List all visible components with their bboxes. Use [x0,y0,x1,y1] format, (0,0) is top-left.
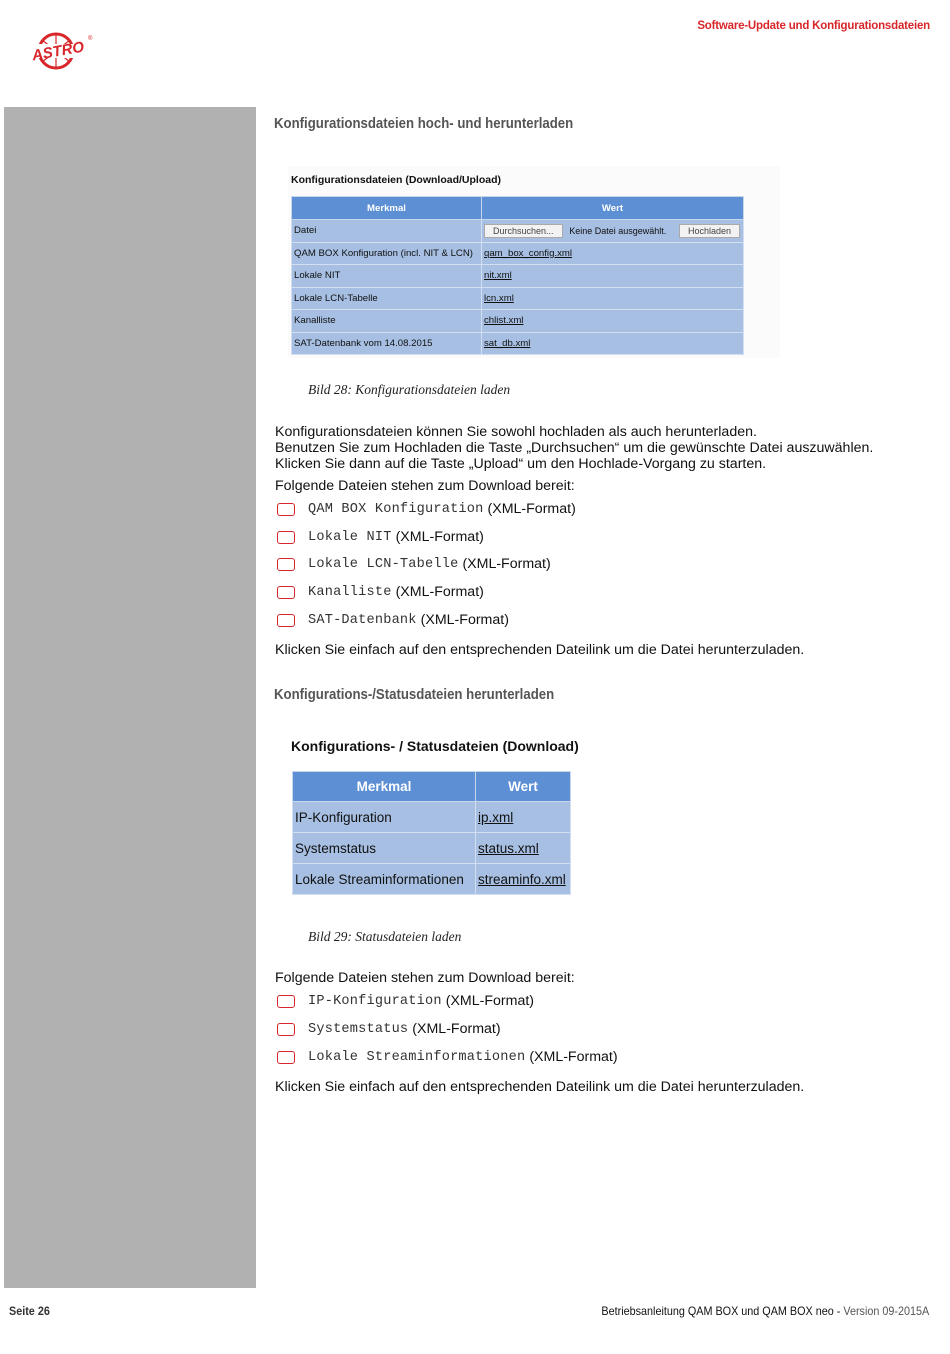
file-link[interactable]: streaminfo.xml [478,871,566,887]
table-row [292,310,744,333]
figure-caption: Bild 29: Statusdateien laden [308,929,462,944]
paragraph-line: Konfigurationsdateien können Sie sowohl hochladen als auch herunterladen. [275,424,757,440]
status-files-table [292,771,571,895]
paragraph-line: Benutzen Sie zum Hochladen die Taste „Durchsuchen“ um die gewünschte Datei auszuwählen. [275,440,874,456]
file-link[interactable]: ip.xml [478,809,514,825]
sidebar-bar [4,107,256,1288]
checkbox-bullet-icon [277,1023,295,1036]
list-item: QAM BOX Konfiguration (XML-Format) [277,499,576,519]
screenshot-title: Konfigurationsdateien (Download/Upload) [291,174,501,186]
table-row [292,220,744,243]
checkbox-bullet-icon [277,558,295,571]
table-row [293,802,571,833]
file-link[interactable]: sat_db.xml [484,337,531,349]
browse-button[interactable]: Durchsuchen... [484,224,563,238]
no-file-text: Keine Datei ausgewählt. [569,225,667,236]
running-title: Software-Update und Konfigurationsdateien [697,20,930,32]
row-label: Lokale LCN-Tabelle [292,287,482,310]
section-title-status-download: Konfigurations-/Statusdateien herunterladen [274,686,555,703]
table-row [292,242,744,265]
checkbox-bullet-icon [277,531,295,544]
upload-button[interactable]: Hochladen [679,224,740,238]
section-title-upload-download: Konfigurationsdateien hoch- und herunterladen [274,115,574,132]
table-row [293,833,571,864]
row-label: Datei [292,220,482,243]
figure-caption: Bild 28: Konfigurationsdateien laden [308,382,511,397]
checkbox-bullet-icon [277,1051,295,1064]
paragraph-line: Klicken Sie dann auf die Taste „Upload“ um den Hochlade-Vorgang zu starten. [275,456,767,472]
checkbox-bullet-icon [277,503,295,516]
checkbox-bullet-icon [277,586,295,599]
column-header-wert: Wert [482,197,744,220]
screenshot-config-files [288,166,780,358]
row-label: Lokale NIT [292,265,482,288]
list-item: Systemstatus (XML-Format) [277,1019,501,1039]
astro-logo [22,30,94,72]
column-header-wert: Wert [476,772,571,802]
screenshot-title: Konfigurations- / Statusdateien (Download) [291,738,579,754]
list-item: SAT-Datenbank (XML-Format) [277,610,509,630]
row-label: IP-Konfiguration [293,802,476,833]
list-item: Lokale LCN-Tabelle (XML-Format) [277,554,551,574]
list-item: Kanalliste (XML-Format) [277,582,484,602]
table-row [293,864,571,895]
table-row [292,265,744,288]
list-intro: Folgende Dateien stehen zum Download bereit: [275,478,575,494]
row-label: Kanalliste [292,310,482,333]
list-item: Lokale Streaminformationen (XML-Format) [277,1047,618,1067]
paragraph-outro: Klicken Sie einfach auf den entsprechenden Dateilink um die Datei herunterzuladen. [275,642,805,658]
config-files-table [291,196,744,355]
footer-version: Version 09-2015A [843,1304,929,1318]
paragraph-outro: Klicken Sie einfach auf den entsprechenden Dateilink um die Datei herunterzuladen. [275,1079,805,1095]
row-label: Systemstatus [293,833,476,864]
footer-doc-title: Betriebsanleitung QAM BOX und QAM BOX neo - Version 09-2015A [601,1304,929,1318]
page-number: Seite 26 [9,1304,50,1318]
list-intro: Folgende Dateien stehen zum Download bereit: [275,970,575,986]
checkbox-bullet-icon [277,995,295,1008]
checkbox-bullet-icon [277,614,295,627]
svg-text:®: ® [88,36,93,42]
list-item: IP-Konfiguration (XML-Format) [277,991,534,1011]
table-row [292,287,744,310]
file-link[interactable]: nit.xml [484,270,512,282]
column-header-merkmal: Merkmal [293,772,476,802]
row-label: QAM BOX Konfiguration (incl. NIT & LCN) [292,242,482,265]
table-row [292,332,744,355]
row-label: Lokale Streaminformationen [293,864,476,895]
screenshot-status-files [288,733,588,903]
column-header-merkmal: Merkmal [292,197,482,220]
row-label: SAT-Datenbank vom 14.08.2015 [292,332,482,355]
file-link[interactable]: status.xml [478,840,539,856]
list-item: Lokale NIT (XML-Format) [277,527,484,547]
file-link[interactable]: lcn.xml [484,292,514,304]
logo-text: ASTRO [30,38,86,65]
file-link[interactable]: qam_box_config.xml [484,247,572,259]
file-link[interactable]: chlist.xml [484,315,524,327]
